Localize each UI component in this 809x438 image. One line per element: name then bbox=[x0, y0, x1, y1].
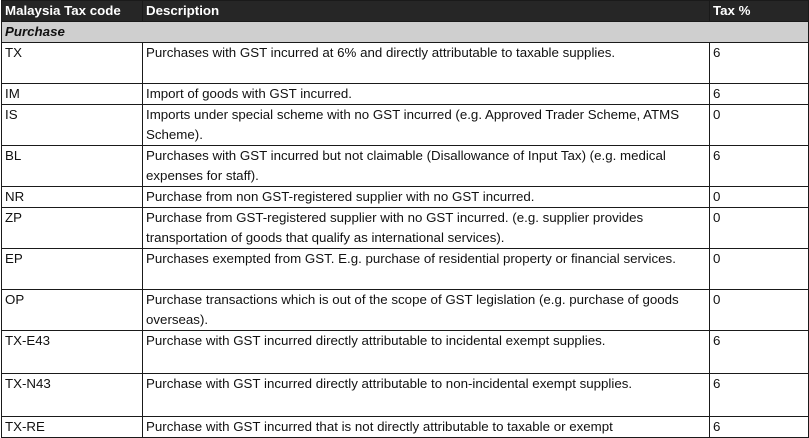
header-code: Malaysia Tax code bbox=[2, 1, 143, 22]
description-cell: Purchases with GST incurred but not claimable (Disallowance of Input Tax) (e.g. medical expenses for staff). bbox=[143, 146, 710, 187]
section-row-purchase bbox=[2, 22, 809, 43]
tax-rate-cell: 0 bbox=[710, 208, 809, 249]
tax-code-cell: OP bbox=[2, 290, 143, 331]
header-tax: Tax % bbox=[710, 1, 809, 22]
description-cell: Purchase transactions which is out of the scope of GST legislation (e.g. purchase of goods overseas). bbox=[143, 290, 710, 331]
header-row bbox=[2, 1, 809, 22]
table-row bbox=[2, 374, 809, 417]
description-cell: Imports under special scheme with no GST incurred (e.g. Approved Trader Scheme, ATMS Scheme). bbox=[143, 105, 710, 146]
table-row bbox=[2, 84, 809, 105]
tax-code-cell: TX-N43 bbox=[2, 374, 143, 417]
tax-rate-cell: 0 bbox=[710, 105, 809, 146]
tax-rate-cell: 6 bbox=[710, 43, 809, 84]
tax-code-cell: NR bbox=[2, 187, 143, 208]
table-row bbox=[2, 208, 809, 249]
tax-code-cell: EP bbox=[2, 249, 143, 290]
tax-rate-cell: 6 bbox=[710, 84, 809, 105]
tax-rate-cell: 6 bbox=[710, 417, 809, 438]
tax-code-cell: BL bbox=[2, 146, 143, 187]
description-cell: Purchase with GST incurred directly attributable to incidental exempt supplies. bbox=[143, 331, 710, 374]
table-row bbox=[2, 187, 809, 208]
table-row bbox=[2, 105, 809, 146]
tax-rate-cell: 6 bbox=[710, 146, 809, 187]
header-description: Description bbox=[143, 1, 710, 22]
tax-code-cell: ZP bbox=[2, 208, 143, 249]
description-cell: Purchases exempted from GST. E.g. purchase of residential property or financial services. bbox=[143, 249, 710, 290]
table-row bbox=[2, 146, 809, 187]
table-row bbox=[2, 290, 809, 331]
description-cell: Purchase with GST incurred that is not directly attributable to taxable or exempt bbox=[143, 417, 710, 438]
tax-code-cell: TX-E43 bbox=[2, 331, 143, 374]
description-cell: Purchase from non GST-registered supplier with no GST incurred. bbox=[143, 187, 710, 208]
description-cell: Purchase from GST-registered supplier with no GST incurred. (e.g. supplier provides transportation of goods that qualify as international services). bbox=[143, 208, 710, 249]
table-row bbox=[2, 249, 809, 290]
tax-rate-cell: 0 bbox=[710, 249, 809, 290]
description-cell: Import of goods with GST incurred. bbox=[143, 84, 710, 105]
tax-code-cell: IS bbox=[2, 105, 143, 146]
tax-rate-cell: 0 bbox=[710, 187, 809, 208]
description-cell: Purchase with GST incurred directly attributable to non-incidental exempt supplies. bbox=[143, 374, 710, 417]
tax-rate-cell: 6 bbox=[710, 331, 809, 374]
description-cell: Purchases with GST incurred at 6% and directly attributable to taxable supplies. bbox=[143, 43, 710, 84]
table-row bbox=[2, 417, 809, 438]
tax-code-cell: TX bbox=[2, 43, 143, 84]
table-row bbox=[2, 43, 809, 84]
tax-rate-cell: 0 bbox=[710, 290, 809, 331]
table-row bbox=[2, 331, 809, 374]
tax-code-cell: TX-RE bbox=[2, 417, 143, 438]
tax-rate-cell: 6 bbox=[710, 374, 809, 417]
section-label: Purchase bbox=[2, 22, 809, 43]
tax-code-table bbox=[1, 0, 809, 438]
tax-code-cell: IM bbox=[2, 84, 143, 105]
